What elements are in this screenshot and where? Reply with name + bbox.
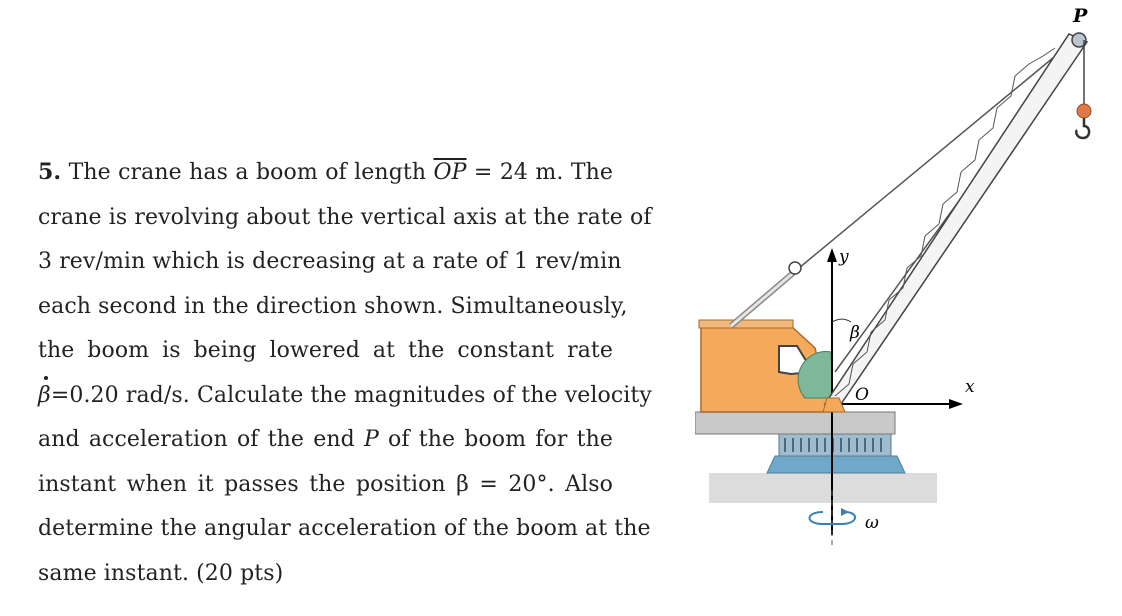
problem-line-10: same instant. (20 pts) xyxy=(38,560,284,586)
problem-line-7: and acceleration of the end P of the boom for the xyxy=(38,427,613,452)
problem-line-4: each second in the direction shown. Simultaneously, xyxy=(38,293,628,319)
turntable xyxy=(767,456,905,473)
problem-number: 5. xyxy=(38,159,62,185)
label-p: P xyxy=(1073,5,1088,27)
y-axis-arrow xyxy=(827,248,837,262)
problem-line-9: determine the angular acceleration of the boom at the xyxy=(38,516,651,541)
problem-line-1: 5. The crane has a boom of length $\overline{OP} = 24$ m. The xyxy=(38,159,614,185)
crane-figure xyxy=(695,0,1115,616)
segment-op: $\overline{OP}$ xyxy=(433,160,467,185)
problem-statement xyxy=(38,150,652,596)
omega-arrowhead xyxy=(841,508,849,516)
label-o: O xyxy=(855,385,869,405)
problem-line-5: the boom is being lowered at the constant rate xyxy=(38,338,613,363)
pendant-line-2 xyxy=(731,268,799,326)
label-omega: ω xyxy=(865,513,879,533)
boom xyxy=(825,34,1087,404)
beta-arc xyxy=(832,319,851,322)
beta-dot-symbol: β xyxy=(38,374,51,419)
crane-deck xyxy=(695,412,895,434)
bearing-ring xyxy=(779,434,891,456)
pendant-pin xyxy=(789,262,801,274)
x-axis-arrow xyxy=(949,399,963,409)
ground xyxy=(709,473,937,503)
problem-line-3: 3 rev/min which is decreasing at a rate of 1 rev/min xyxy=(38,249,622,274)
problem-line-6: β=0.20 rad/s. Calculate the magnitudes of the velocity xyxy=(38,374,613,419)
cab-roof xyxy=(699,320,793,328)
problem-line-2: crane is revolving about the vertical axis at the rate of xyxy=(38,204,652,230)
hook xyxy=(1076,118,1089,138)
label-x: x xyxy=(965,377,975,397)
label-beta: β xyxy=(850,323,860,343)
hook-block xyxy=(1077,104,1091,118)
label-y: y xyxy=(839,247,849,267)
problem-line-8: instant when it passes the position β = 20°. Also xyxy=(38,471,613,497)
